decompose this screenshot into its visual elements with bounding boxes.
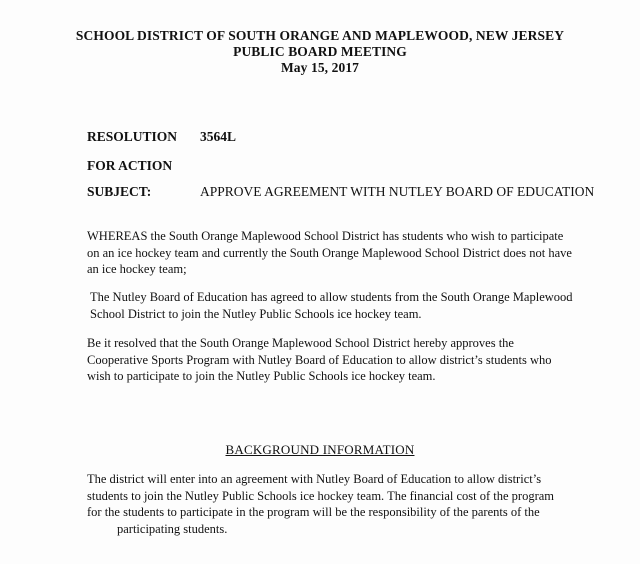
whereas-paragraph <box>87 228 582 278</box>
meeting-date: May 15, 2017 <box>280 60 360 75</box>
paragraph-line: an ice hockey team; <box>87 262 187 276</box>
resolution-number: 3564L <box>200 129 237 144</box>
background-paragraph <box>87 471 582 537</box>
paragraph-line: School District to join the Nutley Public Schools ice hockey team. <box>90 306 422 321</box>
paragraph-line: The district will enter into an agreement with Nutley Board of Education to allow district’s <box>87 472 542 486</box>
paragraph-line: WHEREAS the South Orange Maplewood School District has students who wish to participate <box>87 229 564 243</box>
subject-label: SUBJECT: <box>87 184 152 199</box>
paragraph-line: students to join the Nutley Public Schools ice hockey team. The financial cost of the program <box>87 488 555 503</box>
subject-text: APPROVE AGREEMENT WITH NUTLEY BOARD OF EDUCATION <box>200 184 595 199</box>
district-title: SCHOOL DISTRICT OF SOUTH ORANGE AND MAPLEWOOD, NEW JERSEY <box>75 28 565 43</box>
paragraph-line: The Nutley Board of Education has agreed to allow students from the South Orange Maplewood <box>90 290 573 304</box>
for-action-label: FOR ACTION <box>87 158 173 173</box>
background-heading: BACKGROUND INFORMATION <box>225 442 415 457</box>
paragraph-line: Be it resolved that the South Orange Maplewood School District hereby approves the <box>87 336 514 350</box>
paragraph-line: on an ice hockey team and currently the South Orange Maplewood School District does not have <box>87 245 572 260</box>
resolved-paragraph <box>87 335 582 385</box>
nutley-paragraph <box>90 289 585 322</box>
resolution-label: RESOLUTION <box>87 129 178 144</box>
paragraph-line: Cooperative Sports Program with Nutley Board of Education to allow district’s students who <box>87 352 552 367</box>
paragraph-line: participating students. <box>117 521 228 536</box>
meeting-title: PUBLIC BOARD MEETING <box>233 44 407 59</box>
paragraph-line: for the students to participate in the program will be the responsibility of the parents of the <box>87 505 540 519</box>
paragraph-line: wish to participate to join the Nutley Public Schools ice hockey team. <box>87 369 436 383</box>
